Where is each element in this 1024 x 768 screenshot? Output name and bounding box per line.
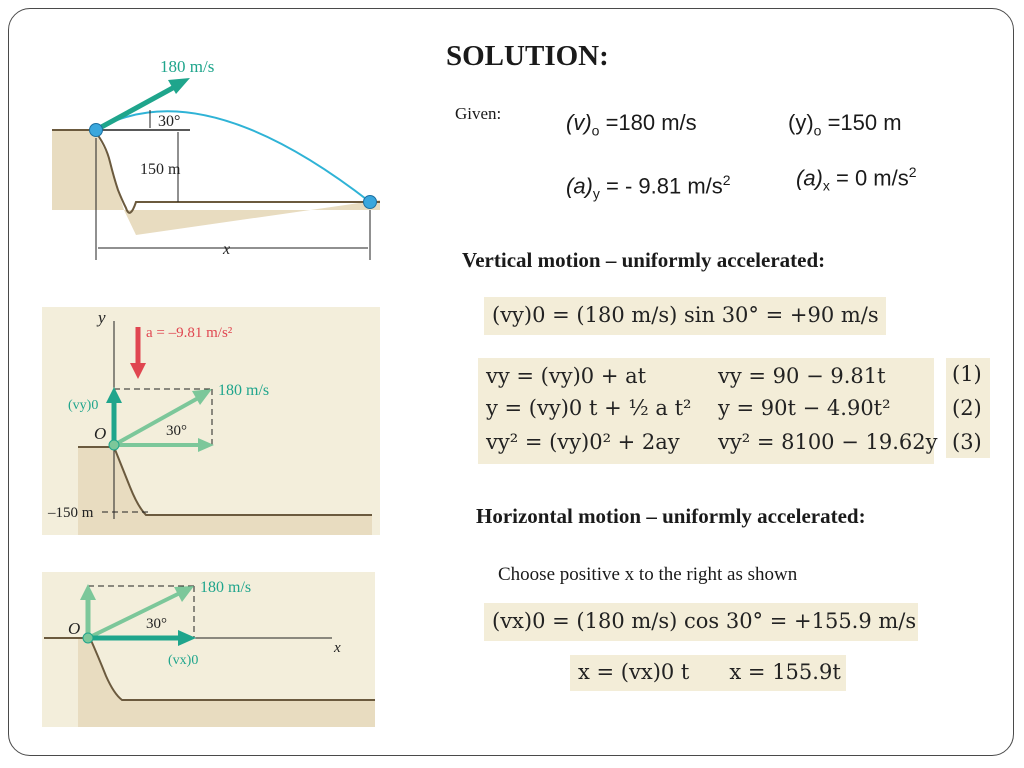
vert-eq-1: vy = (vy)0 + at: [486, 364, 647, 388]
vert-eq-2: y = (vy)0 t + ½ a t²: [486, 396, 692, 420]
y-axis-label: y: [98, 308, 106, 327]
horiz-ground: [78, 638, 375, 727]
landing-point: [364, 196, 377, 209]
eq-number-1: (1): [952, 362, 982, 386]
vertical-figure: [42, 307, 380, 535]
slide-title: SOLUTION:: [446, 40, 609, 72]
vert-eq-1b: vy = 90 − 9.81t: [718, 364, 886, 388]
given-ax-sup: 2: [908, 164, 917, 180]
eq-number-2: (2): [952, 396, 982, 420]
given-v0-sub: o: [591, 122, 600, 139]
given-ay: [566, 172, 731, 202]
traj-angle-label: 30°: [158, 113, 181, 130]
horiz-angle-label: 30°: [146, 616, 167, 632]
given-y0-var: (y): [788, 110, 814, 135]
vertical-figure-svg: [42, 307, 380, 535]
vert-angle-label: 30°: [166, 423, 187, 439]
vy0-label: (vy)0: [68, 398, 99, 413]
given-label: Given:: [455, 104, 502, 123]
horizontal-equation-box: [570, 655, 846, 691]
vert-speed-label: 180 m/s: [218, 382, 270, 399]
given-y0: [788, 110, 902, 138]
given-v0-var: (v): [566, 110, 592, 135]
given-ay-var: (a): [566, 173, 593, 199]
vertical-initial-eq: (vy)0 = (180 m/s) sin 30° = +90 m/s: [492, 303, 879, 327]
given-ax-var: (a): [796, 165, 823, 191]
v0-arrow: [114, 397, 200, 445]
equation-numbers-box: [946, 358, 990, 458]
trajectory-figure: [50, 50, 390, 265]
given-v0-rest: =180 m/s: [599, 110, 697, 135]
ground-fill: [52, 130, 380, 235]
given-ay-sub: y: [592, 185, 600, 202]
ground-level-label: –150 m: [48, 505, 94, 521]
vert-eq-3b: vy² = 8100 − 19.62y: [718, 430, 938, 454]
horizontal-heading: Horizontal motion – uniformly accelerated:: [476, 504, 866, 528]
launch-point: [90, 124, 103, 137]
accel-arrowhead: [130, 363, 146, 379]
horizontal-equation: x = (vx)0 t x = 155.9t: [578, 660, 841, 684]
horiz-v0-arrow: [88, 592, 182, 638]
horizontal-note: Choose positive x to the right as shown: [498, 564, 798, 585]
trajectory-path: [96, 111, 370, 202]
horizontal-figure: [42, 572, 375, 727]
given-y0-sub: o: [813, 122, 822, 139]
vertical-equations-box: [478, 358, 938, 464]
vert-ground: [78, 447, 372, 535]
given-ax-rest: = 0 m/s: [829, 165, 909, 191]
vertical-initial-box: [484, 297, 886, 335]
v0-arrowhead: [192, 389, 212, 405]
eq-number-3: (3): [952, 430, 982, 454]
traj-range-label: x: [223, 241, 231, 258]
vertical-heading: Vertical motion – uniformly accelerated:: [462, 248, 826, 272]
given-y0-rest: =150 m: [821, 110, 902, 135]
given-ax: [796, 164, 917, 194]
horiz-origin-label: O: [68, 619, 81, 638]
given-ax-sub: x: [822, 177, 830, 194]
given-ay-sup: 2: [722, 172, 731, 188]
horizontal-initial-box: [484, 603, 918, 641]
given-v0: [566, 110, 697, 138]
horiz-origin-dot: [83, 633, 93, 643]
vert-origin-label: O: [94, 424, 107, 443]
accel-label: a = –9.81 m/s²: [146, 325, 233, 341]
horizontal-initial-eq: (vx)0 = (180 m/s) cos 30° = +155.9 m/s: [492, 609, 917, 633]
traj-height-label: 150 m: [140, 161, 181, 178]
vx0-label: (vx)0: [168, 653, 199, 668]
horizontal-figure-svg: [42, 572, 375, 727]
vert-eq-2b: y = 90t − 4.90t²: [718, 396, 891, 420]
vert-origin-dot: [109, 440, 119, 450]
x-axis-label: x: [334, 640, 341, 656]
horiz-vx-arrowhead: [178, 630, 196, 646]
horiz-speed-label: 180 m/s: [200, 579, 252, 596]
traj-speed-label: 180 m/s: [160, 57, 215, 76]
vert-eq-3: vy² = (vy)0² + 2ay: [486, 430, 680, 454]
given-ay-rest: = - 9.81 m/s: [599, 173, 723, 199]
